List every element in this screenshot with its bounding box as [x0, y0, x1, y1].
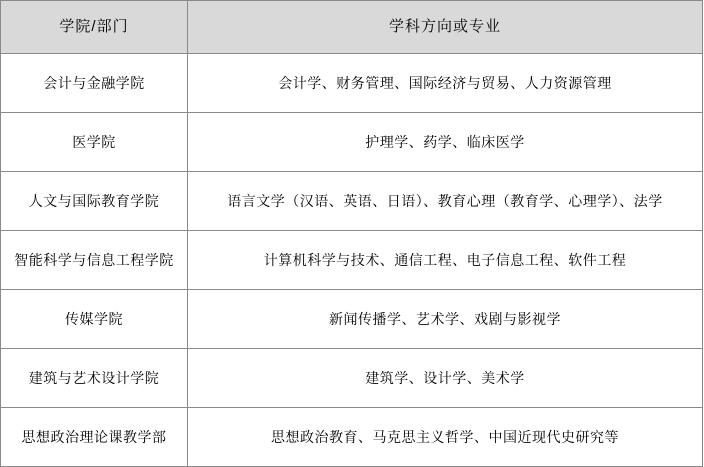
cell-major: 计算机科学与技术、通信工程、电子信息工程、软件工程: [188, 231, 703, 290]
table-header: [1, 1, 703, 54]
table-header-row: [1, 1, 703, 54]
table-row: [1, 231, 703, 290]
cell-major: 思想政治教育、马克思主义哲学、中国近现代史研究等: [188, 408, 703, 467]
cell-department: 传媒学院: [1, 290, 188, 349]
cell-department: 人文与国际教育学院: [1, 172, 188, 231]
cell-department: 会计与金融学院: [1, 54, 188, 113]
cell-major: 护理学、药学、临床医学: [188, 113, 703, 172]
column-header-major: 学科方向或专业: [188, 1, 703, 54]
table-row: [1, 172, 703, 231]
cell-department: 思想政治理论课教学部: [1, 408, 188, 467]
column-header-department: 学院/部门: [1, 1, 188, 54]
cell-major: 建筑学、设计学、美术学: [188, 349, 703, 408]
table-row: [1, 113, 703, 172]
cell-department: 智能科学与信息工程学院: [1, 231, 188, 290]
table-row: [1, 349, 703, 408]
cell-major: 会计学、财务管理、国际经济与贸易、人力资源管理: [188, 54, 703, 113]
table-row: [1, 290, 703, 349]
table-body: [1, 54, 703, 467]
table-row: [1, 54, 703, 113]
table-row: [1, 408, 703, 467]
cell-major: 语言文学（汉语、英语、日语）、教育心理（教育学、心理学）、法学: [188, 172, 703, 231]
cell-department: 医学院: [1, 113, 188, 172]
cell-major: 新闻传播学、艺术学、戏剧与影视学: [188, 290, 703, 349]
cell-department: 建筑与艺术设计学院: [1, 349, 188, 408]
